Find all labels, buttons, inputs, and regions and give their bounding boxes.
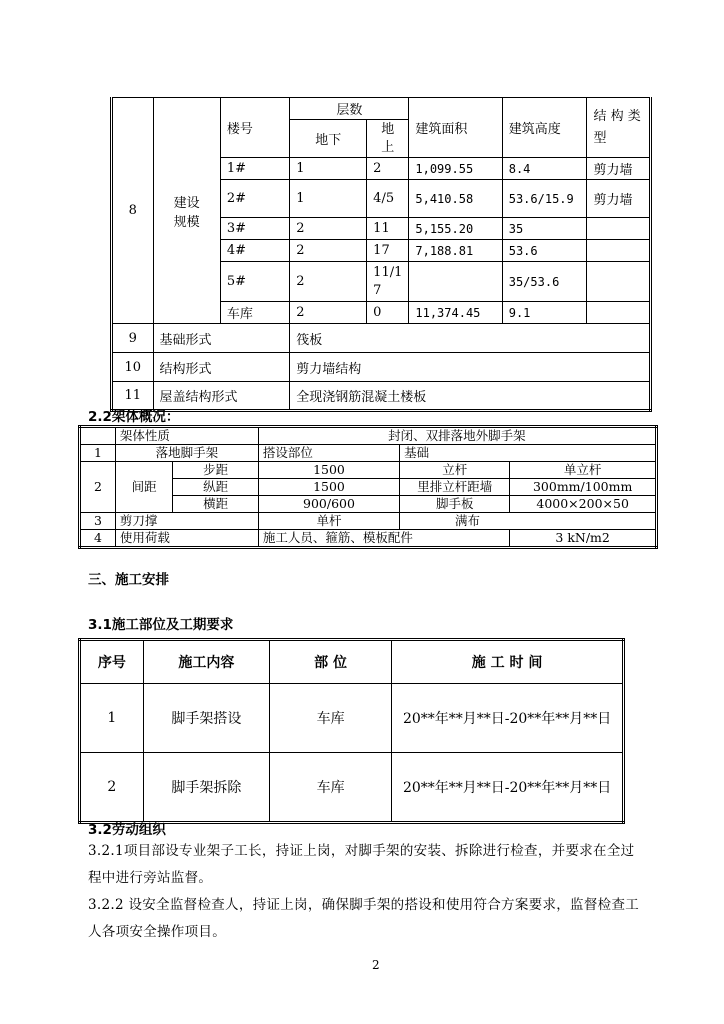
row-number: 4 [80,530,116,548]
section-3-title: 三、施工安排 [88,572,169,588]
header-height: 建筑高度 [502,98,587,158]
scaffold-board-value: 4000×200×50 [510,496,657,513]
table-row [112,353,651,382]
floor-area [409,262,502,302]
section-3-1-title: 3.1施工部位及工期要求 [88,617,234,633]
row-content: 脚手架拆除 [143,753,269,823]
table-row [80,445,657,462]
row-label: 使用荷载 [115,530,258,548]
header-floors: 层数 [290,98,409,120]
underground-floors: 1 [290,180,367,218]
table-row [80,530,657,548]
building-height: 9.1 [502,302,587,324]
row-place: 车库 [269,753,391,823]
nature-value: 封闭、双排落地外脚手架 [258,427,656,445]
table-row [80,753,624,823]
header-place: 部 位 [269,640,391,684]
building-height: 35/53.6 [502,262,587,302]
above-floors: 2 [367,158,409,180]
scissor-brace-layout: 满布 [400,513,657,530]
above-floors: 4/5 [367,180,409,218]
table-row [112,324,651,353]
longitudinal-distance-label: 纵距 [173,479,258,496]
above-floors: 17 [367,240,409,262]
underground-floors: 2 [290,302,367,324]
paragraph-3-2-1: 3.2.1项目部设专业架子工长，持证上岗，对脚手架的安装、拆除进行检查，并要求在全过程中进行旁站监督。 [88,843,635,886]
row-number: 1 [80,684,144,753]
erection-location-label: 搭设部位 [258,445,399,462]
building-id: 车库 [220,302,289,324]
step-distance-value: 1500 [258,462,399,479]
structure-type [587,240,651,262]
scaffold-overview-table [78,425,658,549]
row-time: 20**年**月**日-20**年**月**日 [392,753,624,823]
row-place: 车库 [269,684,391,753]
erection-location-value: 基础 [400,445,657,462]
row-number: 2 [80,753,144,823]
pole-value: 单立杆 [510,462,657,479]
table-header-row [80,640,624,684]
building-id: 2# [220,180,289,218]
underground-floors: 2 [290,262,367,302]
table-row [80,684,624,753]
header-no: 序号 [80,640,144,684]
row-content: 脚手架搭设 [143,684,269,753]
header-structure: 结 构 类 型 [587,98,651,158]
page-number: 2 [372,958,380,972]
wall-distance-label: 里排立杆距墙 [400,479,510,496]
above-floors: 11 [367,218,409,240]
step-distance-label: 步距 [173,462,258,479]
header-content: 施工内容 [143,640,269,684]
row-number: 9 [112,324,154,353]
building-height: 53.6 [502,240,587,262]
row-label: 落地脚手架 [115,445,258,462]
building-height: 8.4 [502,158,587,180]
underground-floors: 1 [290,158,367,180]
transverse-distance-label: 横距 [173,496,258,513]
structure-type: 剪力墙 [587,158,651,180]
header-area: 建筑面积 [409,98,502,158]
scaffold-board-label: 脚手板 [400,496,510,513]
row-label: 基础形式 [153,324,290,353]
schedule-table [78,638,625,824]
table-row [80,427,657,445]
row-number: 2 [80,462,116,513]
row-label: 屋盖结构形式 [153,382,290,411]
building-id: 4# [220,240,289,262]
wall-distance-value: 300mm/100mm [510,479,657,496]
scissor-brace-type: 单杆 [258,513,399,530]
floor-area: 5,410.58 [409,180,502,218]
underground-floors: 2 [290,218,367,240]
building-height: 35 [502,218,587,240]
row-number: 3 [80,513,116,530]
building-id: 5# [220,262,289,302]
building-id: 3# [220,218,289,240]
row-8-number: 8 [112,98,154,324]
row-value: 全现浇钢筋混凝土楼板 [290,382,651,411]
row-label: 剪刀撑 [115,513,258,530]
floor-area: 5,155.20 [409,218,502,240]
structure-type [587,262,651,302]
table-row [80,462,657,479]
row-label: 间距 [115,462,173,513]
floor-area: 1,099.55 [409,158,502,180]
section-3-2-title: 3.2劳动组织 [88,822,166,838]
header-underground: 地下 [290,120,367,158]
load-value: 3 kN/m2 [510,530,657,548]
row-number: 10 [112,353,154,382]
transverse-distance-value: 900/600 [258,496,399,513]
load-source: 施工人员、箍筋、模板配件 [258,530,509,548]
floor-area: 7,188.81 [409,240,502,262]
row-number: 1 [80,445,116,462]
nature-label: 架体性质 [115,427,258,445]
longitudinal-distance-value: 1500 [258,479,399,496]
above-floors: 0 [367,302,409,324]
table-row [112,382,651,411]
structure-type [587,218,651,240]
underground-floors: 2 [290,240,367,262]
above-floors: 11/1 7 [367,262,409,302]
structure-type: 剪力墙 [587,180,651,218]
row-number: 11 [112,382,154,411]
row-8-label: 建设 规模 [153,98,220,324]
floor-area: 11,374.45 [409,302,502,324]
row-value: 筏板 [290,324,651,353]
building-id: 1# [220,158,289,180]
row-time: 20**年**月**日-20**年**月**日 [392,684,624,753]
section-2-2-title: 2.2架体概况： [88,409,180,425]
header-above: 地 上 [367,120,409,158]
row-label: 结构形式 [153,353,290,382]
table-row [80,513,657,530]
row-value: 剪力墙结构 [290,353,651,382]
building-scale-table [110,97,652,412]
header-building-no: 楼号 [220,98,289,158]
building-height: 53.6/15.9 [502,180,587,218]
structure-type [587,302,651,324]
pole-label: 立杆 [400,462,510,479]
header-time: 施 工 时 间 [392,640,624,684]
paragraph-3-2-2: 3.2.2 设安全监督检查人，持证上岗，确保脚手架的搭设和使用符合方案要求，监督检查工人各项安全操作项目。 [88,897,640,940]
